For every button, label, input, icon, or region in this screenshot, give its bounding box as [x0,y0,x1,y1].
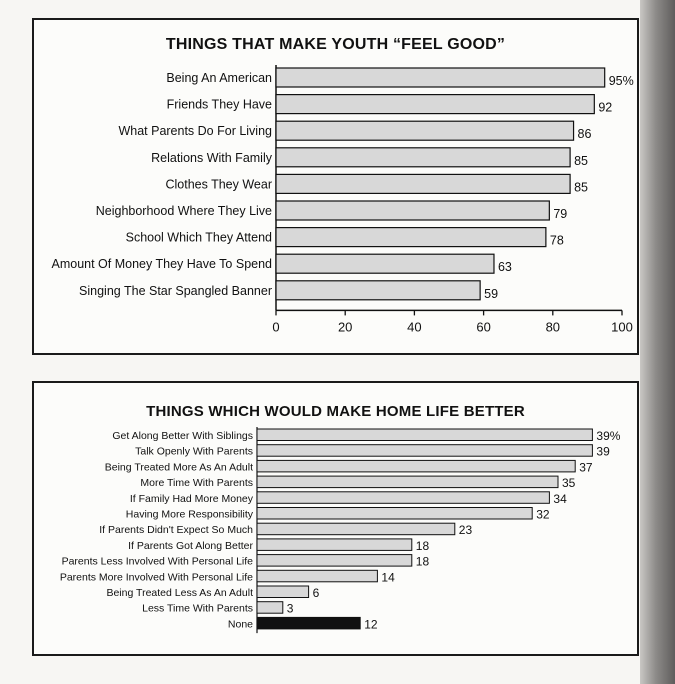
data-label: 59 [484,286,499,301]
x-tick-label: 100 [611,319,633,335]
data-label: 95% [608,74,634,88]
data-label: 3 [286,601,294,616]
data-label: 18 [415,554,430,569]
category-label: Singing The Star Spangled Banner [79,283,272,298]
bar [257,476,558,488]
data-label: 37 [579,460,593,475]
data-label: 92 [598,100,613,115]
category-label: Being An American [166,71,272,85]
category-label: Relations With Family [151,150,272,165]
bar [276,148,570,167]
bar [276,228,546,247]
category-label: Clothes They Wear [165,177,272,192]
category-label: Friends They Have [166,97,272,112]
data-label: 12 [364,617,378,632]
bar [276,68,605,87]
chart-feel-good-plot [34,20,641,357]
category-label: If Family Had More Money [129,492,253,505]
category-label: If Parents Got Along Better [128,539,253,552]
chart-title: THINGS WHICH WOULD MAKE HOME LIFE BETTER [146,403,525,420]
category-label: Talk Openly With Parents [135,445,253,458]
bar [276,121,574,140]
data-label: 34 [553,491,567,506]
category-label: More Time With Parents [140,477,253,490]
bar [257,570,377,582]
category-label: Being Treated More As An Adult [104,461,253,474]
bar [276,281,480,300]
category-label: If Parents Didn't Expect So Much [99,524,253,537]
bar [257,602,283,614]
data-label: 78 [549,233,564,248]
data-label: 63 [497,260,512,275]
x-tick-label: 80 [545,319,561,335]
data-label: 14 [381,570,395,585]
chart-home-life-plot [34,383,641,658]
category-label: None [227,618,253,631]
x-tick-label: 40 [407,319,422,335]
chart-feel-good [32,18,639,355]
page-edge-shadow [640,0,675,684]
bar [276,201,549,220]
bar [276,95,594,114]
data-label: 39% [596,429,621,443]
data-label: 86 [577,127,592,142]
bar [257,617,360,629]
bar [257,445,592,457]
category-label: Parents More Involved With Personal Life [59,571,253,584]
bar [257,539,412,551]
bar [276,174,570,193]
bar [257,429,592,441]
data-label: 23 [458,523,473,538]
bar [257,492,549,504]
data-label: 79 [553,207,568,221]
data-label: 18 [415,538,430,553]
bar [257,460,575,472]
data-label: 85 [574,153,589,168]
x-tick-label: 0 [272,319,280,335]
data-label: 32 [536,507,550,522]
category-label: Less Time With Parents [142,602,253,615]
data-label: 85 [574,180,589,195]
category-label: Amount Of Money They Have To Spend [51,257,272,272]
x-tick-label: 20 [337,319,353,335]
chart-home-life [32,381,639,656]
category-label: What Parents Do For Living [118,124,272,139]
bar [276,254,494,273]
category-label: Parents Less Involved With Personal Life [61,555,253,568]
bar [257,523,455,535]
data-label: 35 [562,476,576,491]
category-label: Get Along Better With Siblings [112,430,253,442]
category-label: Having More Responsibility [125,508,253,521]
category-label: Neighborhood Where They Live [95,204,272,218]
category-label: Being Treated Less As An Adult [106,587,253,599]
chart-title: THINGS THAT MAKE YOUTH “FEEL GOOD” [165,36,506,53]
bar [257,508,532,520]
bar [257,586,309,598]
bar [257,555,412,567]
category-label: School Which They Attend [125,230,272,245]
data-label: 6 [312,586,320,600]
x-tick-label: 60 [476,319,491,335]
data-label: 39 [596,444,610,459]
